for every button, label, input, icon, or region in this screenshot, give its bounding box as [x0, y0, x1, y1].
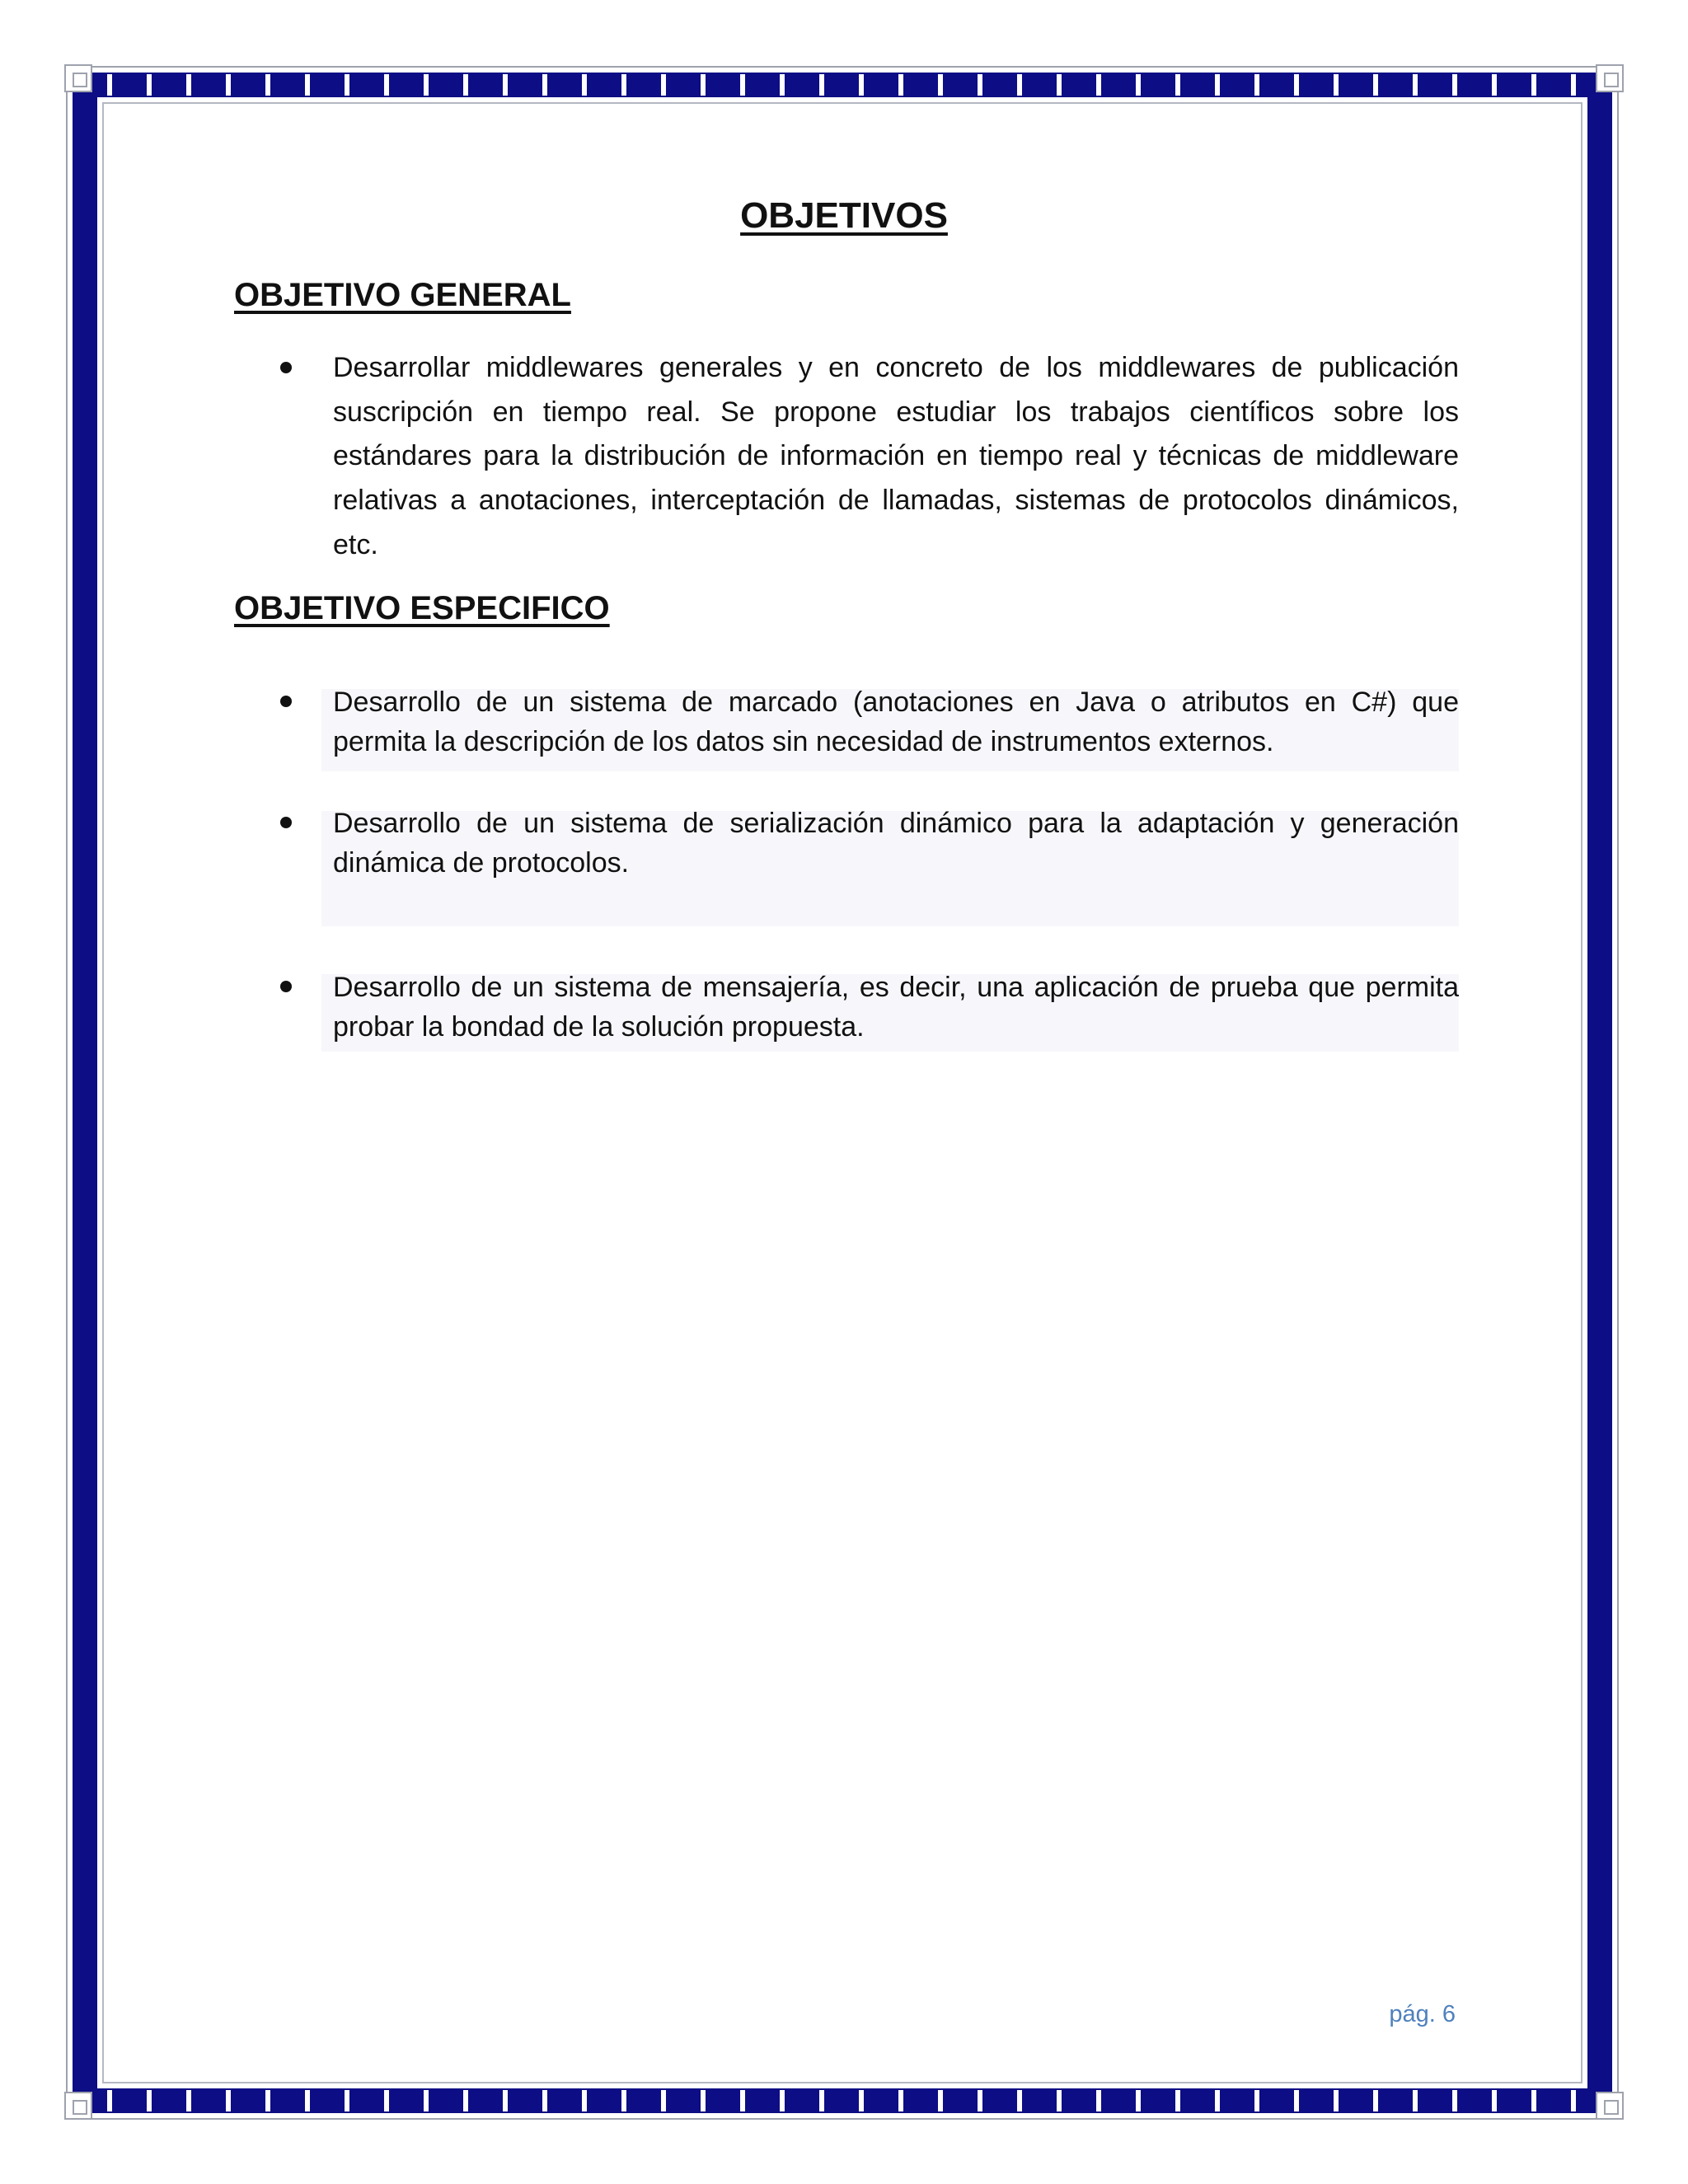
list-item	[280, 346, 1459, 568]
page-number: pág. 6	[1389, 2001, 1456, 2027]
list-item	[280, 968, 1459, 1047]
list-item-text: Desarrollo de un sistema de marcado (anotaciones en Java o atributos en C#) que permita la descripción de los datos sin necesidad de instrumentos externos.	[333, 687, 1459, 758]
section-heading-specific: OBJETIVO ESPECIFICO	[234, 590, 610, 626]
border-corner-bottom-left	[64, 2092, 92, 2120]
bullet-icon	[280, 981, 292, 992]
border-corner-top-right	[1596, 64, 1624, 92]
border-corner-top-left	[64, 64, 92, 92]
page-title: OBJETIVOS	[740, 195, 948, 236]
list-item-text: Desarrollar middlewares generales y en concreto de los middlewares de publicación suscripción en tiempo real. Se propone estudiar los trabajos científicos sobre los estándares para la distribución de información en tiempo real y técnicas de middleware relativas a anotaciones, interceptación de llamadas, sistemas de protocolos dinámicos, etc.	[333, 352, 1459, 560]
list-item	[280, 804, 1459, 883]
list-item	[280, 682, 1459, 762]
section-heading-general: OBJETIVO GENERAL	[234, 277, 571, 313]
bullet-icon	[280, 817, 292, 828]
bullet-icon	[280, 362, 292, 373]
bullet-icon	[280, 696, 292, 707]
list-item-text: Desarrollo de un sistema de serialización dinámico para la adaptación y generación dinámica de protocolos.	[333, 808, 1459, 879]
border-corner-bottom-right	[1596, 2092, 1624, 2120]
list-item-text: Desarrollo de un sistema de mensajería, es decir, una aplicación de prueba que permita probar la bondad de la solución propuesta.	[333, 972, 1459, 1043]
